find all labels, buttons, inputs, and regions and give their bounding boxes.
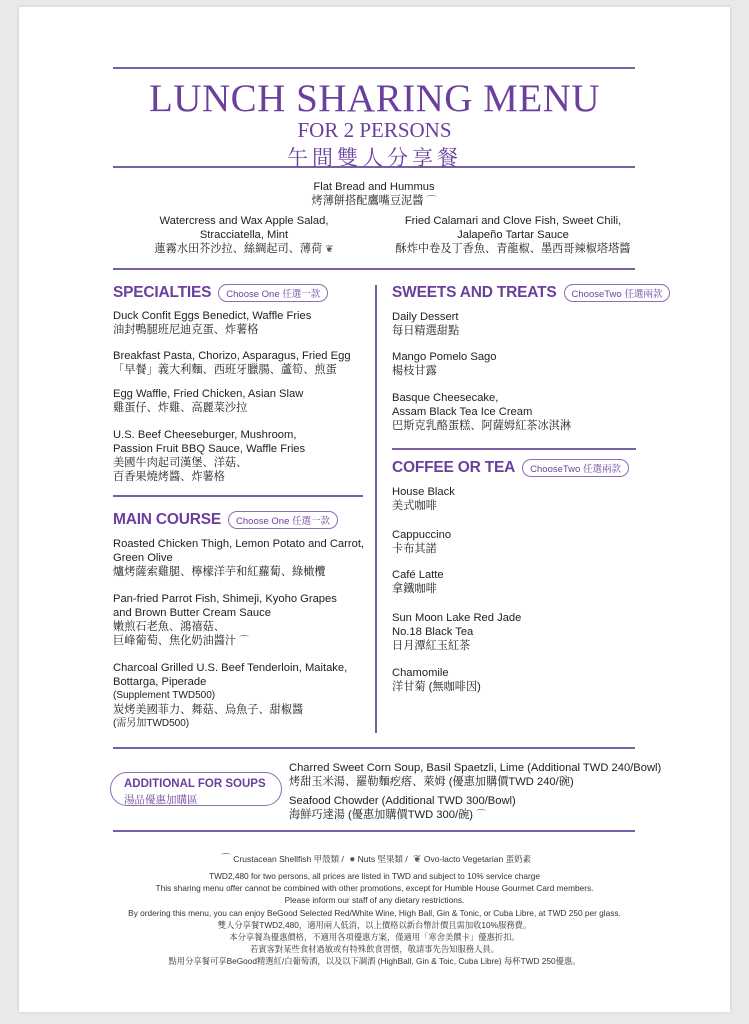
- specialties-item-3: [113, 387, 368, 415]
- item-name-en: Flat Bread and Hummus: [313, 181, 435, 193]
- coffee-item-3: [392, 568, 632, 596]
- item-name-en: Pan-fried Parrot Fish, Shimeji, Kyoho Grapes: [113, 593, 337, 605]
- note-line: TWD2,480 for two persons, all prices are listed in TWD and subject to 10% service charge: [209, 871, 540, 881]
- item-name-zh: 日月潭紅玉紅茶: [392, 640, 471, 652]
- section-title: MAIN COURSE: [113, 511, 222, 528]
- item-name-zh-2: 巨峰葡萄、焦化奶油醬汁: [113, 635, 237, 647]
- item-name-en: Fried Calamari and Clove Fish, Sweet Chili,: [404, 215, 622, 227]
- sweets-item-2: [392, 350, 632, 378]
- item-name-zh: 烤薄餅搭配鷹嘴豆泥醬: [311, 195, 424, 207]
- item-name-zh-line: [289, 808, 669, 823]
- starter-flatbread: [224, 180, 524, 209]
- soups-bottom-rule: [113, 830, 635, 832]
- item-name-zh: 楊枝甘露: [392, 365, 437, 377]
- section-title: COFFEE OR TEA: [392, 459, 516, 476]
- main-course-item-2: [113, 592, 375, 649]
- item-name-en-2: Jalapeño Tartar Sauce: [457, 229, 569, 241]
- section-title: SWEETS AND TREATS: [392, 284, 557, 301]
- specialties-item-2: [113, 349, 373, 377]
- soup-item-chowder: [289, 794, 669, 823]
- specialties-item-4: [113, 428, 368, 484]
- page-subtitle-zh: 午間雙人分享餐: [287, 146, 462, 170]
- vegetarian-leaf-icon: ❦: [325, 244, 334, 255]
- item-name-zh: 美國牛肉起司漢堡、洋菇、: [113, 457, 248, 469]
- item-name-en-2: and Brown Butter Cream Sauce: [113, 607, 271, 619]
- page-title: LUNCH SHARING MENU: [148, 77, 600, 120]
- coffee-item-2: [392, 528, 632, 556]
- item-name-zh-line: [224, 194, 524, 209]
- top-rule: [113, 67, 635, 69]
- item-name-zh: 每日精選甜點: [392, 325, 460, 337]
- starter-salad: [124, 214, 364, 257]
- legend-shellfish: Crustacean Shellfish 甲殼類 /: [233, 854, 344, 864]
- item-name-zh-line: [113, 634, 375, 649]
- item-name-en: Seafood Chowder (Additional TWD 300/Bowl): [289, 795, 516, 807]
- section-specialties-header: [113, 284, 328, 302]
- soup-item-corn: [289, 761, 669, 789]
- item-name-en: Charred Sweet Corn Soup, Basil Spaetzli, Lime (Additional TWD 240/Bowl): [289, 762, 662, 774]
- item-name-en-2: Passion Fruit BBQ Sauce, Waffle Fries: [113, 443, 306, 455]
- item-name-zh: 烤甜玉米湯、羅勒麵疙瘩、萊姆 (優惠加購價TWD 240/碗): [289, 776, 574, 788]
- section-sweets-header: [392, 284, 670, 302]
- item-name-en: Duck Confit Eggs Benedict, Waffle Fries: [113, 310, 312, 322]
- coffee-item-1: [392, 485, 632, 513]
- item-name-en: Roasted Chicken Thigh, Lemon Potato and Carrot,: [113, 538, 365, 550]
- item-name-en: Daily Dessert: [392, 311, 459, 323]
- item-name-zh: 巴斯克乳酪蛋糕、阿薩姆紅茶冰淇淋: [392, 420, 572, 432]
- main-course-item-3: [113, 661, 375, 731]
- starters-bottom-rule: [113, 268, 635, 270]
- item-name-en: U.S. Beef Cheeseburger, Mushroom,: [113, 429, 297, 441]
- item-name-zh: 海鮮巧達湯 (優惠加購價TWD 300/碗): [289, 809, 473, 821]
- main-course-item-1: [113, 537, 375, 579]
- specialties-item-1: [113, 309, 368, 337]
- item-name-zh: 爐烤薩索雞腿、檸檬洋芋和紅蘿蔔、綠橄欖: [113, 566, 326, 578]
- item-name-en: Chamomile: [392, 667, 449, 679]
- specialties-bottom-rule: [113, 495, 363, 497]
- note-line: Please inform our staff of any dietary restrictions.: [284, 895, 465, 906]
- shellfish-icon: ⌒: [220, 854, 231, 865]
- nuts-icon: ●: [349, 854, 356, 865]
- note-line: 雙人分享餐TWD2,480，適用兩人低消，以上價格以新台幣計價且需加收10%服務費。: [217, 919, 532, 930]
- allergen-legend: [0, 850, 749, 865]
- page-subtitle: FOR 2 PERSONS: [297, 118, 452, 142]
- shellfish-icon: ⌒: [239, 636, 250, 647]
- note-line: This sharing menu offer cannot be combined with other promotions, except for Humble House Gourmet Card members.: [155, 883, 594, 894]
- choose-two-badge: ChooseTwo 任選兩款: [564, 284, 671, 302]
- choose-two-badge: ChooseTwo 任選兩款: [522, 459, 629, 477]
- shellfish-icon: ⌒: [475, 810, 486, 821]
- section-title: SPECIALTIES: [113, 284, 212, 301]
- soups-top-rule: [113, 747, 635, 749]
- fine-print: [0, 870, 749, 968]
- soups-label-zh: 湯品優惠加購區: [124, 794, 198, 806]
- legend-vegetarian: Ovo-lacto Vegetarian 蛋奶素: [423, 854, 532, 864]
- note-line: 若賓客對某些食材過敏或有特殊飲食習慣，敬請事先告知服務人員。: [250, 944, 499, 955]
- legend-nuts: Nuts 堅果類 /: [357, 854, 408, 864]
- coffee-item-4: [392, 611, 632, 653]
- item-name-zh: 美式咖啡: [392, 500, 437, 512]
- additional-soups-label: [110, 772, 282, 806]
- item-name-en: Watercress and Wax Apple Salad,: [159, 215, 329, 227]
- sweets-bottom-rule: [392, 448, 636, 450]
- item-name-en: Basque Cheesecake,: [392, 392, 499, 404]
- item-name-zh-2: 百香果燒烤醬、炸薯格: [113, 471, 225, 483]
- supplement-note-zh: (需另加TWD500): [113, 718, 190, 729]
- item-name-zh: 雞蛋仔、炸雞、高麗菜沙拉: [113, 402, 248, 414]
- sweets-item-1: [392, 310, 632, 338]
- note-line: By ordering this menu, you can enjoy BeGood Selected Red/White Wine, High Ball, Gin & Tonic, or Cuba Libre, at TWD 250 per glass.: [128, 907, 621, 918]
- shellfish-icon: ⌒: [426, 196, 437, 207]
- note-line: 本分享餐為優惠價格，不適用各項優惠方案，僅適用「寒舍美饌卡」優惠折扣。: [229, 932, 520, 943]
- item-name-en-2: Green Olive: [113, 552, 173, 564]
- section-main-course-header: [113, 511, 338, 529]
- item-name-zh: 洋甘菊 (無咖啡因): [392, 681, 481, 693]
- vegetarian-leaf-icon: ❦: [413, 854, 422, 865]
- item-name-zh: 嫩煎石老魚、鴻禧菇、: [113, 621, 225, 633]
- item-name-en: Charcoal Grilled U.S. Beef Tenderloin, Maitake,: [113, 662, 348, 674]
- item-name-en-2: No.18 Black Tea: [392, 626, 474, 638]
- item-name-en: House Black: [392, 486, 455, 498]
- item-name-zh: 炭烤美國菲力、舞菇、烏魚子、甜椒醬: [113, 704, 304, 716]
- item-name-zh: 油封鴨腿班尼迪克蛋、炸薯格: [113, 324, 259, 336]
- item-name-zh: 卡布其諾: [392, 543, 437, 555]
- item-name-zh: 「早餐」義大利麵、西班牙臘腸、蘆筍、煎蛋: [113, 364, 337, 376]
- item-name-en-2: Stracciatella, Mint: [199, 229, 289, 241]
- item-name-en: Café Latte: [392, 569, 444, 581]
- note-line: 點用分享餐可享BeGood精選紅/白葡萄酒，以及以下調酒 (HighBall, Gin & Toic, Cuba Libre) 每杯TWD 250優惠。: [168, 956, 581, 967]
- item-name-en-2: Assam Black Tea Ice Cream: [392, 406, 533, 418]
- item-name-en-2: Bottarga, Piperade: [113, 676, 207, 688]
- item-name-zh-line: [124, 242, 364, 257]
- item-name-en: Breakfast Pasta, Chorizo, Asparagus, Fried Egg: [113, 350, 351, 362]
- section-coffee-header: [392, 459, 629, 477]
- item-name-en: Sun Moon Lake Red Jade: [392, 612, 522, 624]
- supplement-note: (Supplement TWD500): [113, 690, 216, 701]
- soups-label: ADDITIONAL FOR SOUPS: [124, 778, 266, 790]
- item-name-zh: 拿鐵咖啡: [392, 583, 437, 595]
- item-name-en: Mango Pomelo Sago: [392, 351, 497, 363]
- choose-one-badge: Choose One 任選一款: [218, 284, 328, 302]
- item-name-zh: 蓮霧水田芥沙拉、絲綢起司、薄荷: [154, 243, 323, 255]
- column-divider: [375, 285, 377, 733]
- item-name-zh: 酥炸中卷及丁香魚、青龍椒、墨西哥辣椒塔塔醬: [395, 243, 631, 255]
- coffee-item-5: [392, 666, 632, 694]
- item-name-en: Egg Waffle, Fried Chicken, Asian Slaw: [113, 388, 304, 400]
- starter-calamari: [378, 214, 648, 256]
- item-name-en: Cappuccino: [392, 529, 452, 541]
- choose-one-badge: Choose One 任選一款: [228, 511, 338, 529]
- sweets-item-3: [392, 391, 637, 433]
